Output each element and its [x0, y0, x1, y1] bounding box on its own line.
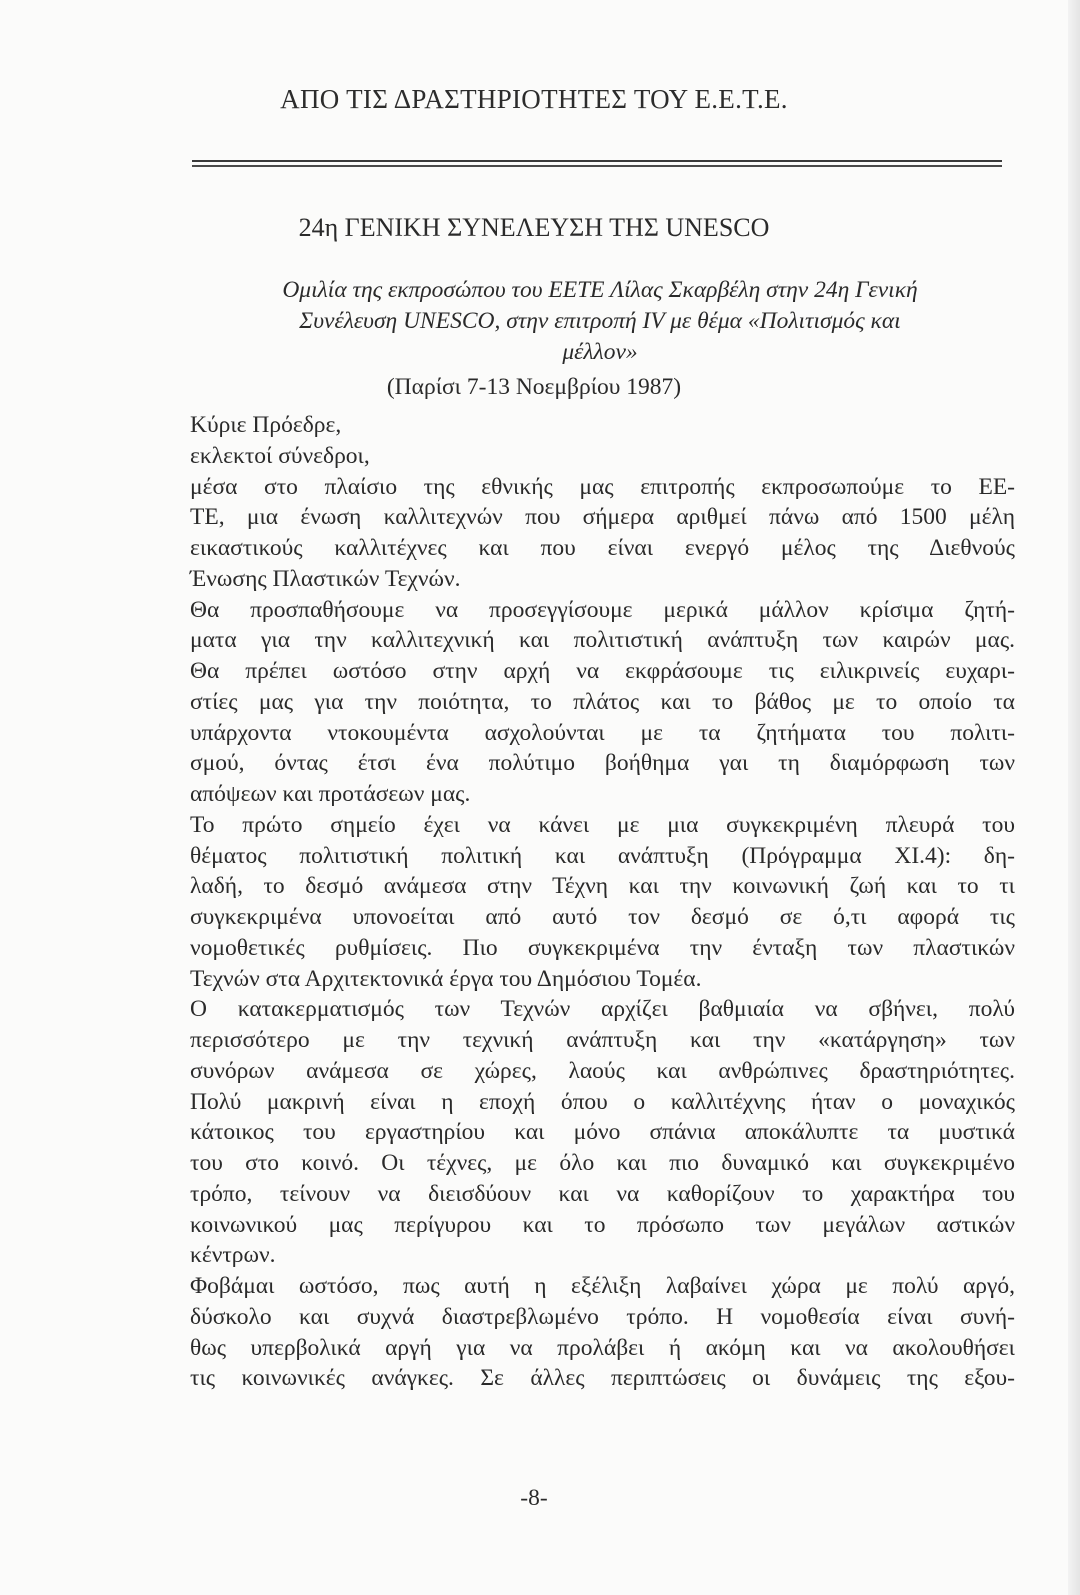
body-line: ματα για την καλλιτεχνική και πολιτιστική ανάπτυξη των καιρών μας. [190, 627, 1015, 654]
body-line: περισσότερο με την τεχνική ανάπτυξη και την «κατάργηση» των [190, 1027, 1015, 1053]
body-line: Πολύ μακρινή είναι η εποχή όπου ο καλλιτέχνης ήταν ο μοναχικός [190, 1088, 1015, 1115]
header-rule-bottom [192, 165, 1002, 167]
running-head: ΑΠΟ ΤΙΣ ΔΡΑΣΤΗΡΙΟΤΗΤΕΣ ΤΟΥ Ε.Ε.Τ.Ε. [280, 84, 788, 114]
body-line: εικαστικούς καλλιτέχνες και που είναι ενεργό μέλος της Διεθνούς [190, 535, 1015, 561]
body-text [190, 410, 1015, 1394]
body-line: συγκεκριμένα υπονοείται από αυτό τον δεσμό σε ό,τι αφορά τις [190, 904, 1015, 930]
dateline: (Παρίσι 7-13 Νοεμβρίου 1987) [386, 374, 682, 400]
body-line: του στο κοινό. Οι τέχνες, με όλο και πιο δυναμικό και συγκεκριμένο [190, 1150, 1015, 1176]
body-line: Το πρώτο σημείο έχει να κάνει με μια συγκεκριμένη πλευρά του [190, 811, 1015, 838]
subtitle-line: Συνέλευση UNESCO, στην επιτροπή IV με θέμα «Πολιτισμός και [299, 308, 901, 334]
body-line: Φοβάμαι ωστόσο, πως αυτή η εξέλιξη λαβαίνει χώρα με πολύ αργό, [190, 1273, 1015, 1299]
body-line: θως υπερβολικά αργή για να προλάβει ή ακόμη και να ακολουθήσει [190, 1334, 1015, 1361]
body-line: τρόπο, τείνουν να διεισδύουν και να καθορίζουν το χαρακτήρα του [190, 1180, 1015, 1207]
article-title: 24η ΓΕΝΙΚΗ ΣΥΝΕΛΕΥΣΗ ΤΗΣ UNESCO [298, 213, 770, 242]
page-edge-shadow [1068, 0, 1080, 1595]
body-line: κοινωνικού μας περίγυρου και το πρόσωπο των μεγάλων αστικών [190, 1211, 1015, 1238]
body-line: απόψεων και προτάσεων μας. [190, 781, 471, 807]
body-line: νομοθετικές ρυθμίσεις. Πιο συγκεκριμένα την ένταξη των πλαστικών [190, 934, 1015, 961]
body-line: Τεχνών στα Αρχιτεκτονικά έργα του Δημόσιου Τομέα. [190, 965, 702, 992]
body-line: ΤΕ, μια ένωση καλλιτεχνών που σήμερα αριθμεί πάνω από 1500 μέλη [190, 504, 1015, 531]
subtitle-line: μέλλον» [562, 339, 638, 365]
body-line: Κύριε Πρόεδρε, [190, 412, 342, 438]
body-line: Ένωσης Πλαστικών Τεχνών. [190, 565, 461, 592]
body-line: Θα προσπαθήσουμε να προσεγγίσουμε μερικά μάλλον κρίσιμα ζητή- [190, 596, 1015, 623]
page-number: -8- [520, 1485, 548, 1511]
body-line: κάτοικος του εργαστηρίου και μόνο σπάνια αποκάλυπτε τα μυστικά [190, 1119, 1015, 1146]
body-line: λαδή, το δεσμό ανάμεσα στην Τέχνη και την κοινωνική ζωή και το τι [190, 873, 1015, 900]
body-line: εκλεκτοί σύνεδροι, [190, 442, 370, 469]
article-subtitle [190, 275, 1010, 368]
body-line: Θα πρέπει ωστόσο στην αρχή να εκφράσουμε τις ειλικρινείς ευχαρι- [190, 658, 1015, 684]
body-line: δύσκολο και συχνά διαστρεβλωμένο τρόπο. Η νομοθεσία είναι συνή- [190, 1303, 1015, 1330]
subtitle-line: Ομιλία της εκπροσώπου του ΕΕΤΕ Λίλας Σκαρβέλη στην 24η Γενική [282, 277, 918, 303]
body-line: στίες μας για την ποιότητα, το πλάτος και το βάθος με το οποίο τα [190, 688, 1015, 715]
body-line: θέματος πολιτιστική πολιτική και ανάπτυξη (Πρόγραμμα XI.4): δη- [190, 842, 1015, 869]
body-line: κέντρων. [190, 1242, 276, 1269]
body-line: υπάρχοντα ντοκουμέντα ασχολούνται με τα ζητήματα του πολιτι- [190, 719, 1015, 746]
body-line: τις κοινωνικές ανάγκες. Σε άλλες περιπτώσεις οι δυνάμεις της εξου- [190, 1365, 1015, 1392]
body-line: συνόρων ανάμεσα σε χώρες, λαούς και ανθρώπινες δραστηριότητες. [190, 1057, 1015, 1084]
body-line: σμού, όντας έτσι ένα πολύτιμο βοήθημα γαι τη διαμόρφωση των [190, 750, 1015, 777]
body-line: Ο κατακερματισμός των Τεχνών αρχίζει βαθμιαία να σβήνει, πολύ [190, 996, 1015, 1023]
body-line: μέσα στο πλαίσιο της εθνικής μας επιτροπής εκπροσωπούμε το ΕΕ- [190, 473, 1015, 500]
header-rule-top [192, 160, 1002, 162]
